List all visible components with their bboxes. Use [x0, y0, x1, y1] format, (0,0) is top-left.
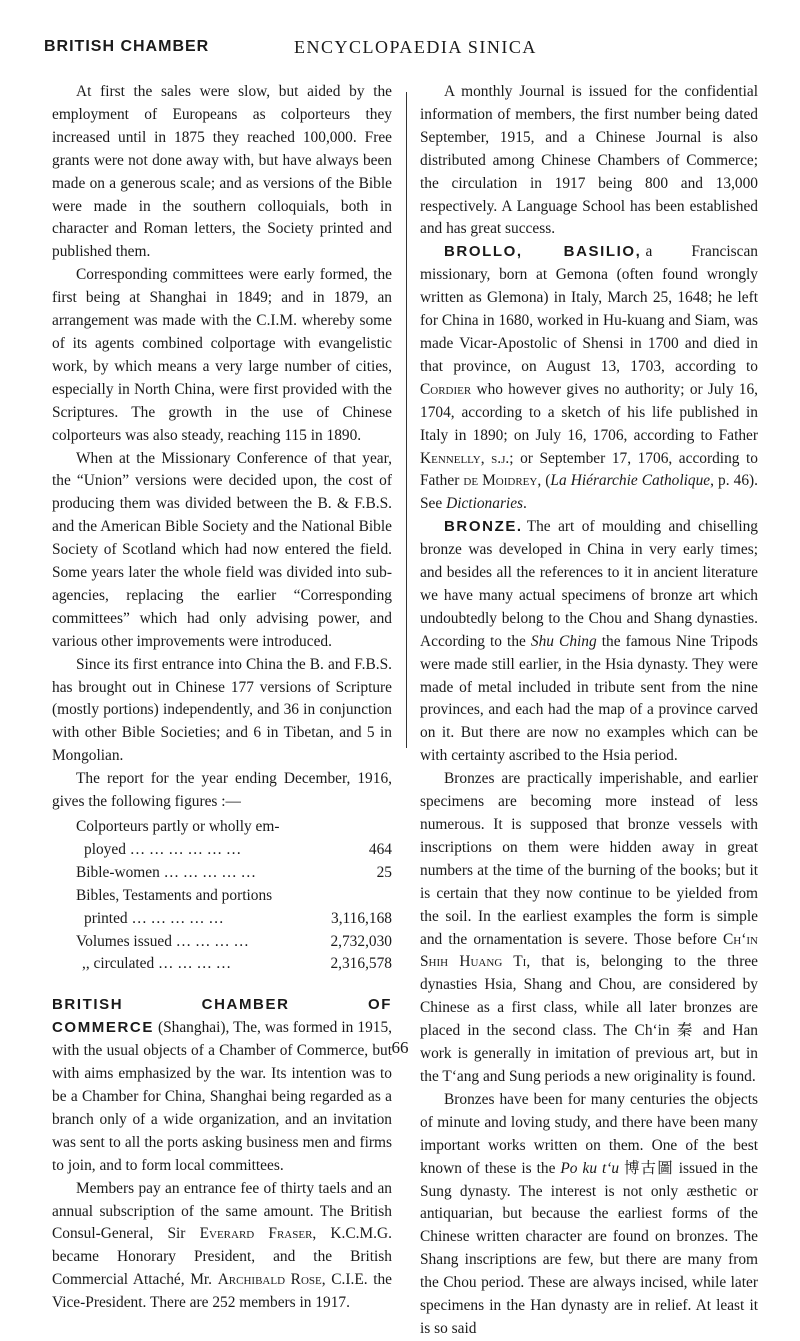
figures-value: 2,316,578	[330, 955, 392, 973]
book-title: La Hiérarchie Catholique	[550, 472, 711, 490]
text-run: The art of moulding and chiselling bronze was developed in China in very early times; and besides all the references to it in ancient literature we have many actual specimens of bronze art which undoubtedly belong to the Chou and Shang dynasties. According to the	[420, 518, 758, 650]
text-run: , (	[537, 472, 551, 490]
text-run: ; or September 17, 1706, according to Father	[420, 449, 759, 490]
right-column	[420, 81, 758, 1341]
entry-british-chamber	[52, 994, 392, 1177]
text-run: Bronzes have been for many centuries the objects of minute and loving study, and there have been many important works written on them. One of the best known of these is the	[420, 1090, 758, 1177]
figures-row-label: Colporteurs partly or wholly em-	[76, 818, 280, 835]
chinese-characters: 博古圖	[619, 1159, 674, 1177]
figures-row	[76, 931, 392, 954]
running-header-title: ENCYCLOPAEDIA SINICA	[294, 37, 537, 57]
figures-row	[76, 953, 392, 976]
figures-label: Bible-women … … … … …	[76, 863, 256, 881]
text-run: , K.C.M.G. became Honorary President, and the British Commercial Attaché, Mr.	[52, 1225, 392, 1289]
paragraph: Corresponding committees were early formed, the first being at Shanghai in 1849; and in 1879, an arrangement was made with the C.I.M. whereby some of its agents combined colportage with evangelistic work, by which means a very large number of cities, especially in North China, were first provided with the Scriptures. The growth in the use of Chinese colporteurs was also steady, reaching 115 in 1890.	[52, 266, 392, 444]
text-run: a Franciscan missionary, born at Gemona (often found wrongly written as Glemona) in Italy, March 25, 1648; he left for China in 1680, worked in Hu-kuang and Siam, was made Vicar-Apostolic of Shensi in 1700 and died in that province, on August 13, 1703, according to	[420, 243, 758, 375]
figures-table	[76, 816, 392, 976]
figures-row	[76, 839, 392, 862]
running-header	[44, 38, 756, 62]
paragraph: A monthly Journal is issued for the confidential information of members, the first number being dated September, 1915, and a Chinese Journal is also distributed among Chinese Chambers of Commerce; the circulation in 1917 being 800 and 13,000 respectively. A Language School has been established and has great success.	[420, 83, 758, 238]
paragraph	[52, 1178, 392, 1315]
paragraph: Since its first entrance into China the B. and F.B.S. has brought out in Chinese 177 versions of Scripture (mostly portions) independently, and 36 in conjunction with other Bible Societies; and 6 in Tibetan, and 5 in Mongolian.	[52, 655, 392, 765]
text-run: issued in the Sung dynasty. The interest is not only æsthetic or antiquarian, but because the earliest forms of the Chinese written character are found on bronzes. The Shang inscriptions are few, but there are many from the Chou period. These are always incised, while later specimens in the Han dynasty are in relief. At least it is so said	[420, 1159, 758, 1337]
text-run: , that is, belonging to the three dynasties Hsia, Shang and Chou, are considered by Chinese as a first class, while all later bronzes are placed in the second class. The Ch‘in 秦 and Han work is generally in imitation of previous art, but in the T‘ang and Sung periods a new originality is found.	[420, 953, 758, 1085]
figures-value: 3,116,168	[331, 909, 392, 927]
person-name: Ch‘in Shih Huang Ti	[420, 930, 758, 971]
text-run: , p. 46). See	[420, 472, 759, 513]
entry-bronze	[420, 516, 758, 768]
left-column	[52, 81, 392, 1315]
person-name: Cordier	[420, 380, 472, 398]
paragraph	[420, 1089, 758, 1341]
figures-value: 25	[376, 863, 392, 881]
column-divider	[406, 92, 407, 748]
paragraph: The report for the year ending December, 1916, gives the following figures :—	[52, 770, 392, 811]
person-name: Archibald Rose	[217, 1271, 322, 1289]
paragraph: At first the sales were slow, but aided by the employment of Europeans as colporteurs they increased until in 1875 they reached 100,000. Free grants were not done away with, but have always been made on a generous scale; and as versions of the Bible were made in the southern colloquials, both in character and Roman letters, the Society printed and published them.	[52, 83, 392, 261]
book-title: Po ku t‘u	[560, 1159, 620, 1177]
person-name: Everard Fraser	[199, 1225, 313, 1243]
text-run: who however gives no authority; or July 16, 1704, according to a sketch of his life published in Italy in 1890; on July 16, 1706, according to Father	[420, 380, 758, 444]
entry-heading: BROLLO, BASILIO,	[444, 243, 642, 261]
figures-row	[76, 862, 392, 885]
entry-heading: BRITISH CHAMBER OF COMMERCE	[52, 996, 392, 1037]
entry-text: (Shanghai), The, was formed in 1915, with the usual objects of a Chamber of Commerce, but with aims emphasized by the war. Its intention was to be a Chamber for China, Shanghai being regarded as a branch only of a wide organization, and an invitation was sent to all the ports asking business men and firms to join, and to form local committees.	[52, 1019, 392, 1174]
paragraph: When at the Missionary Conference of that year, the “Union” versions were decided upon, the cost of producing them was divided between the B. & F.B.S. and the American Bible Society and the National Bible Society of Scotland which had now entered the field. Some years later the whole field was divided into sub-agencies, replacing the earlier “Corresponding committees” which had only advising power, and various other improvements were introduced.	[52, 449, 392, 650]
figures-label: Volumes issued … … … …	[76, 932, 249, 950]
figures-value: 2,732,030	[330, 932, 392, 950]
figures-label: ,, circulated … … … …	[82, 955, 232, 973]
running-header-left: BRITISH CHAMBER	[44, 38, 210, 55]
person-name: de Moidrey	[463, 472, 538, 490]
person-name: Kennelly, s.j.	[420, 449, 510, 467]
cross-reference: Dictionaries	[446, 495, 524, 513]
page-number: 66	[391, 1038, 409, 1057]
text-run: the famous Nine Tripods were made still earlier, in the Hsia dynasty. They were made of metal included in tribute sent from the nine provinces, and each had the map of a province carved on it. But there are now no examples which can be with certainty ascribed to the Hsia period.	[420, 632, 758, 765]
text-run: Members pay an entrance fee of thirty taels and an annual subscription of the same amount. The British Consul-General, Sir	[52, 1179, 392, 1243]
figures-row	[76, 908, 392, 931]
text-run: .	[523, 495, 527, 513]
entry-brollo	[420, 241, 758, 516]
entry-heading: BRONZE.	[444, 518, 523, 536]
book-title: Shu Ching	[530, 632, 597, 650]
text-run: Bronzes are practically imperishable, and earlier specimens are becoming more instead of less numerous. It is supposed that bronze vessels with inscriptions on them were hidden away in great numbers at the time of the burning of the books; but it is certain that they now continue to be yielded from the soil. In the earliest examples the form is simple and the ornamentation is severe. Those before	[420, 770, 758, 948]
figures-value: 464	[368, 840, 392, 858]
figures-row-label: Bibles, Testaments and portions	[76, 886, 273, 904]
figures-label: printed … … … … …	[84, 909, 224, 927]
text-run: , C.I.E. the Vice-President. There are 252 members in 1917.	[52, 1271, 393, 1312]
figures-label: ployed … … … … … …	[84, 840, 242, 858]
